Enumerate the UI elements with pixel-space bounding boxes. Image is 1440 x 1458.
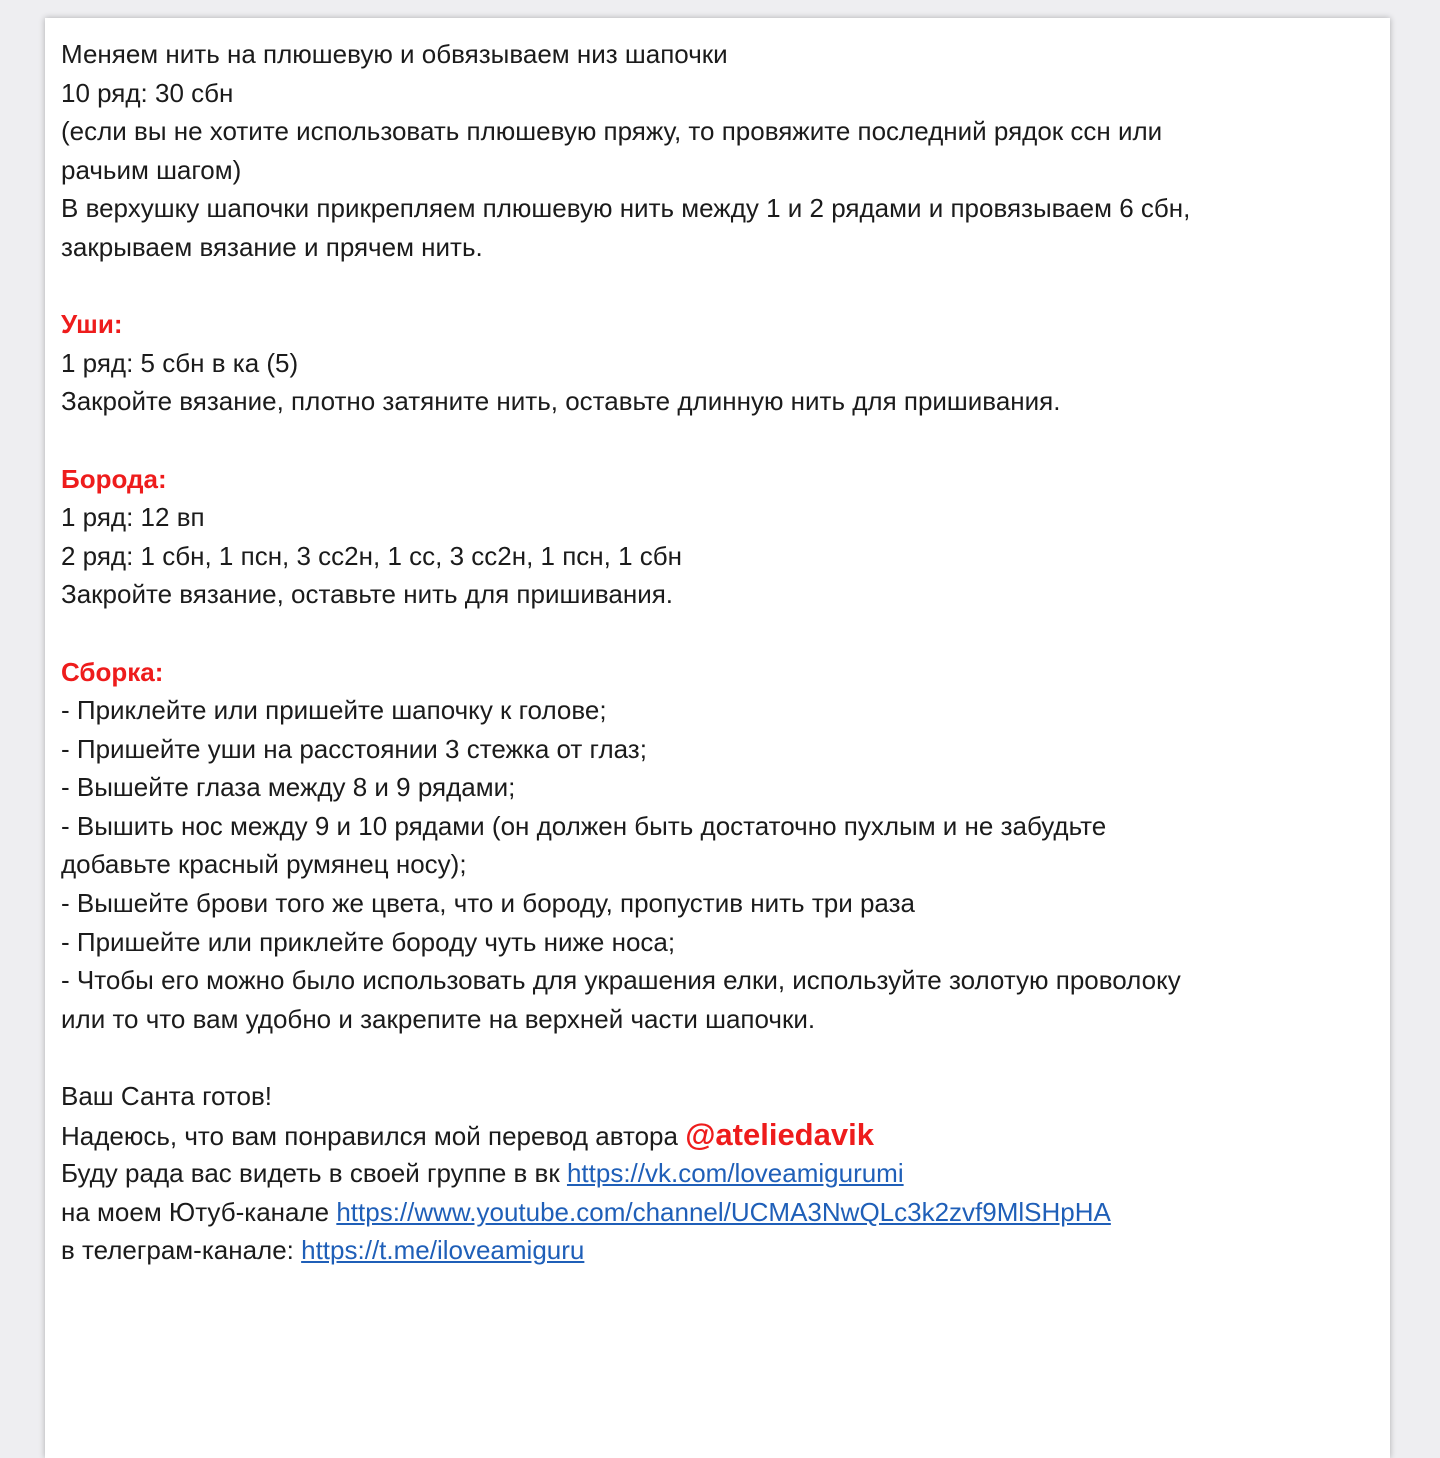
youtube-line (61, 1193, 1361, 1232)
ears-finish: Закройте вязание, плотно затяните нить, оставьте длинную нить для пришивания. (61, 386, 1061, 417)
assembly-step-cont: добавьте красный румянец носу); (61, 849, 467, 880)
spacer (61, 1038, 1361, 1077)
telegram-line (61, 1231, 1361, 1270)
hat-top-line: В верхушку шапочки прикрепляем плюшевую нить между 1 и 2 рядами и провязываем 6 сбн, (61, 193, 1191, 224)
vk-line (61, 1154, 1361, 1193)
hat-top-line-cont: закрываем вязание и прячем нить. (61, 231, 483, 262)
assembly-step: - Вышейте глаза между 8 и 9 рядами; (61, 772, 516, 803)
document-page (45, 18, 1390, 1458)
ears-row-1: 1 ряд: 5 сбн в ка (5) (61, 347, 299, 378)
hat-text-line: Меняем нить на плюшевую и обвязываем низ шапочки (61, 39, 728, 69)
telegram-text: в телеграм-канале: (61, 1235, 302, 1266)
assembly-step: - Приклейте или пришейте шапочку к голове; (61, 695, 607, 726)
spacer (61, 421, 1361, 460)
assembly-step: - Чтобы его можно было использовать для украшения елки, используйте золотую проволоку (61, 965, 1181, 996)
beard-row-1: 1 ряд: 12 вп (61, 502, 205, 533)
hat-note-line-cont: рачьим шагом) (61, 154, 242, 185)
assembly-step: - Вышейте брови того же цвета, что и бороду, пропустив нить три раза (61, 888, 915, 919)
beard-heading: Борода: (61, 463, 167, 494)
ears-heading: Уши: (61, 309, 123, 340)
vk-link[interactable]: https://vk.com/loveamigurumi (566, 1158, 904, 1189)
translation-text: Надеюсь, что вам понравился мой перевод автора (61, 1120, 686, 1151)
beard-row-2: 2 ряд: 1 сбн, 1 псн, 3 сс2н, 1 сс, 3 сс2н, 1 псн, 1 сбн (61, 540, 683, 571)
assembly-heading: Сборка: (61, 656, 164, 687)
santa-ready: Ваш Санта готов! (61, 1081, 272, 1112)
spacer (61, 614, 1361, 653)
assembly-step-cont: или то что вам удобно и закрепите на верхней части шапочки. (61, 1003, 816, 1034)
author-handle: @ateliedavik (685, 1116, 874, 1152)
spacer (61, 267, 1361, 306)
beard-finish: Закройте вязание, оставьте нить для пришивания. (61, 579, 674, 610)
vk-text: Буду рада вас видеть в своей группе в вк (61, 1158, 567, 1189)
assembly-step: - Вышить нос между 9 и 10 рядами (он должен быть достаточно пухлым и не забудьте (61, 810, 1107, 841)
assembly-step: - Пришейте уши на расстоянии 3 стежка от глаз; (61, 733, 647, 764)
telegram-link[interactable]: https://t.me/iloveamiguru (301, 1235, 585, 1266)
youtube-text: на моем Ютуб-канале (61, 1196, 337, 1227)
hat-row-10: 10 ряд: 30 сбн (61, 77, 234, 108)
assembly-step: - Пришейте или приклейте бороду чуть ниже носа; (61, 926, 676, 957)
youtube-link[interactable]: https://www.youtube.com/channel/UCMA3NwQLc3k2zvf9MlSHpHA (336, 1196, 1111, 1227)
translation-credit (61, 1116, 1361, 1155)
document-content (61, 35, 1361, 1270)
hat-note-line: (если вы не хотите использовать плюшевую пряжу, то провяжите последний рядок ссн или (61, 116, 1163, 147)
